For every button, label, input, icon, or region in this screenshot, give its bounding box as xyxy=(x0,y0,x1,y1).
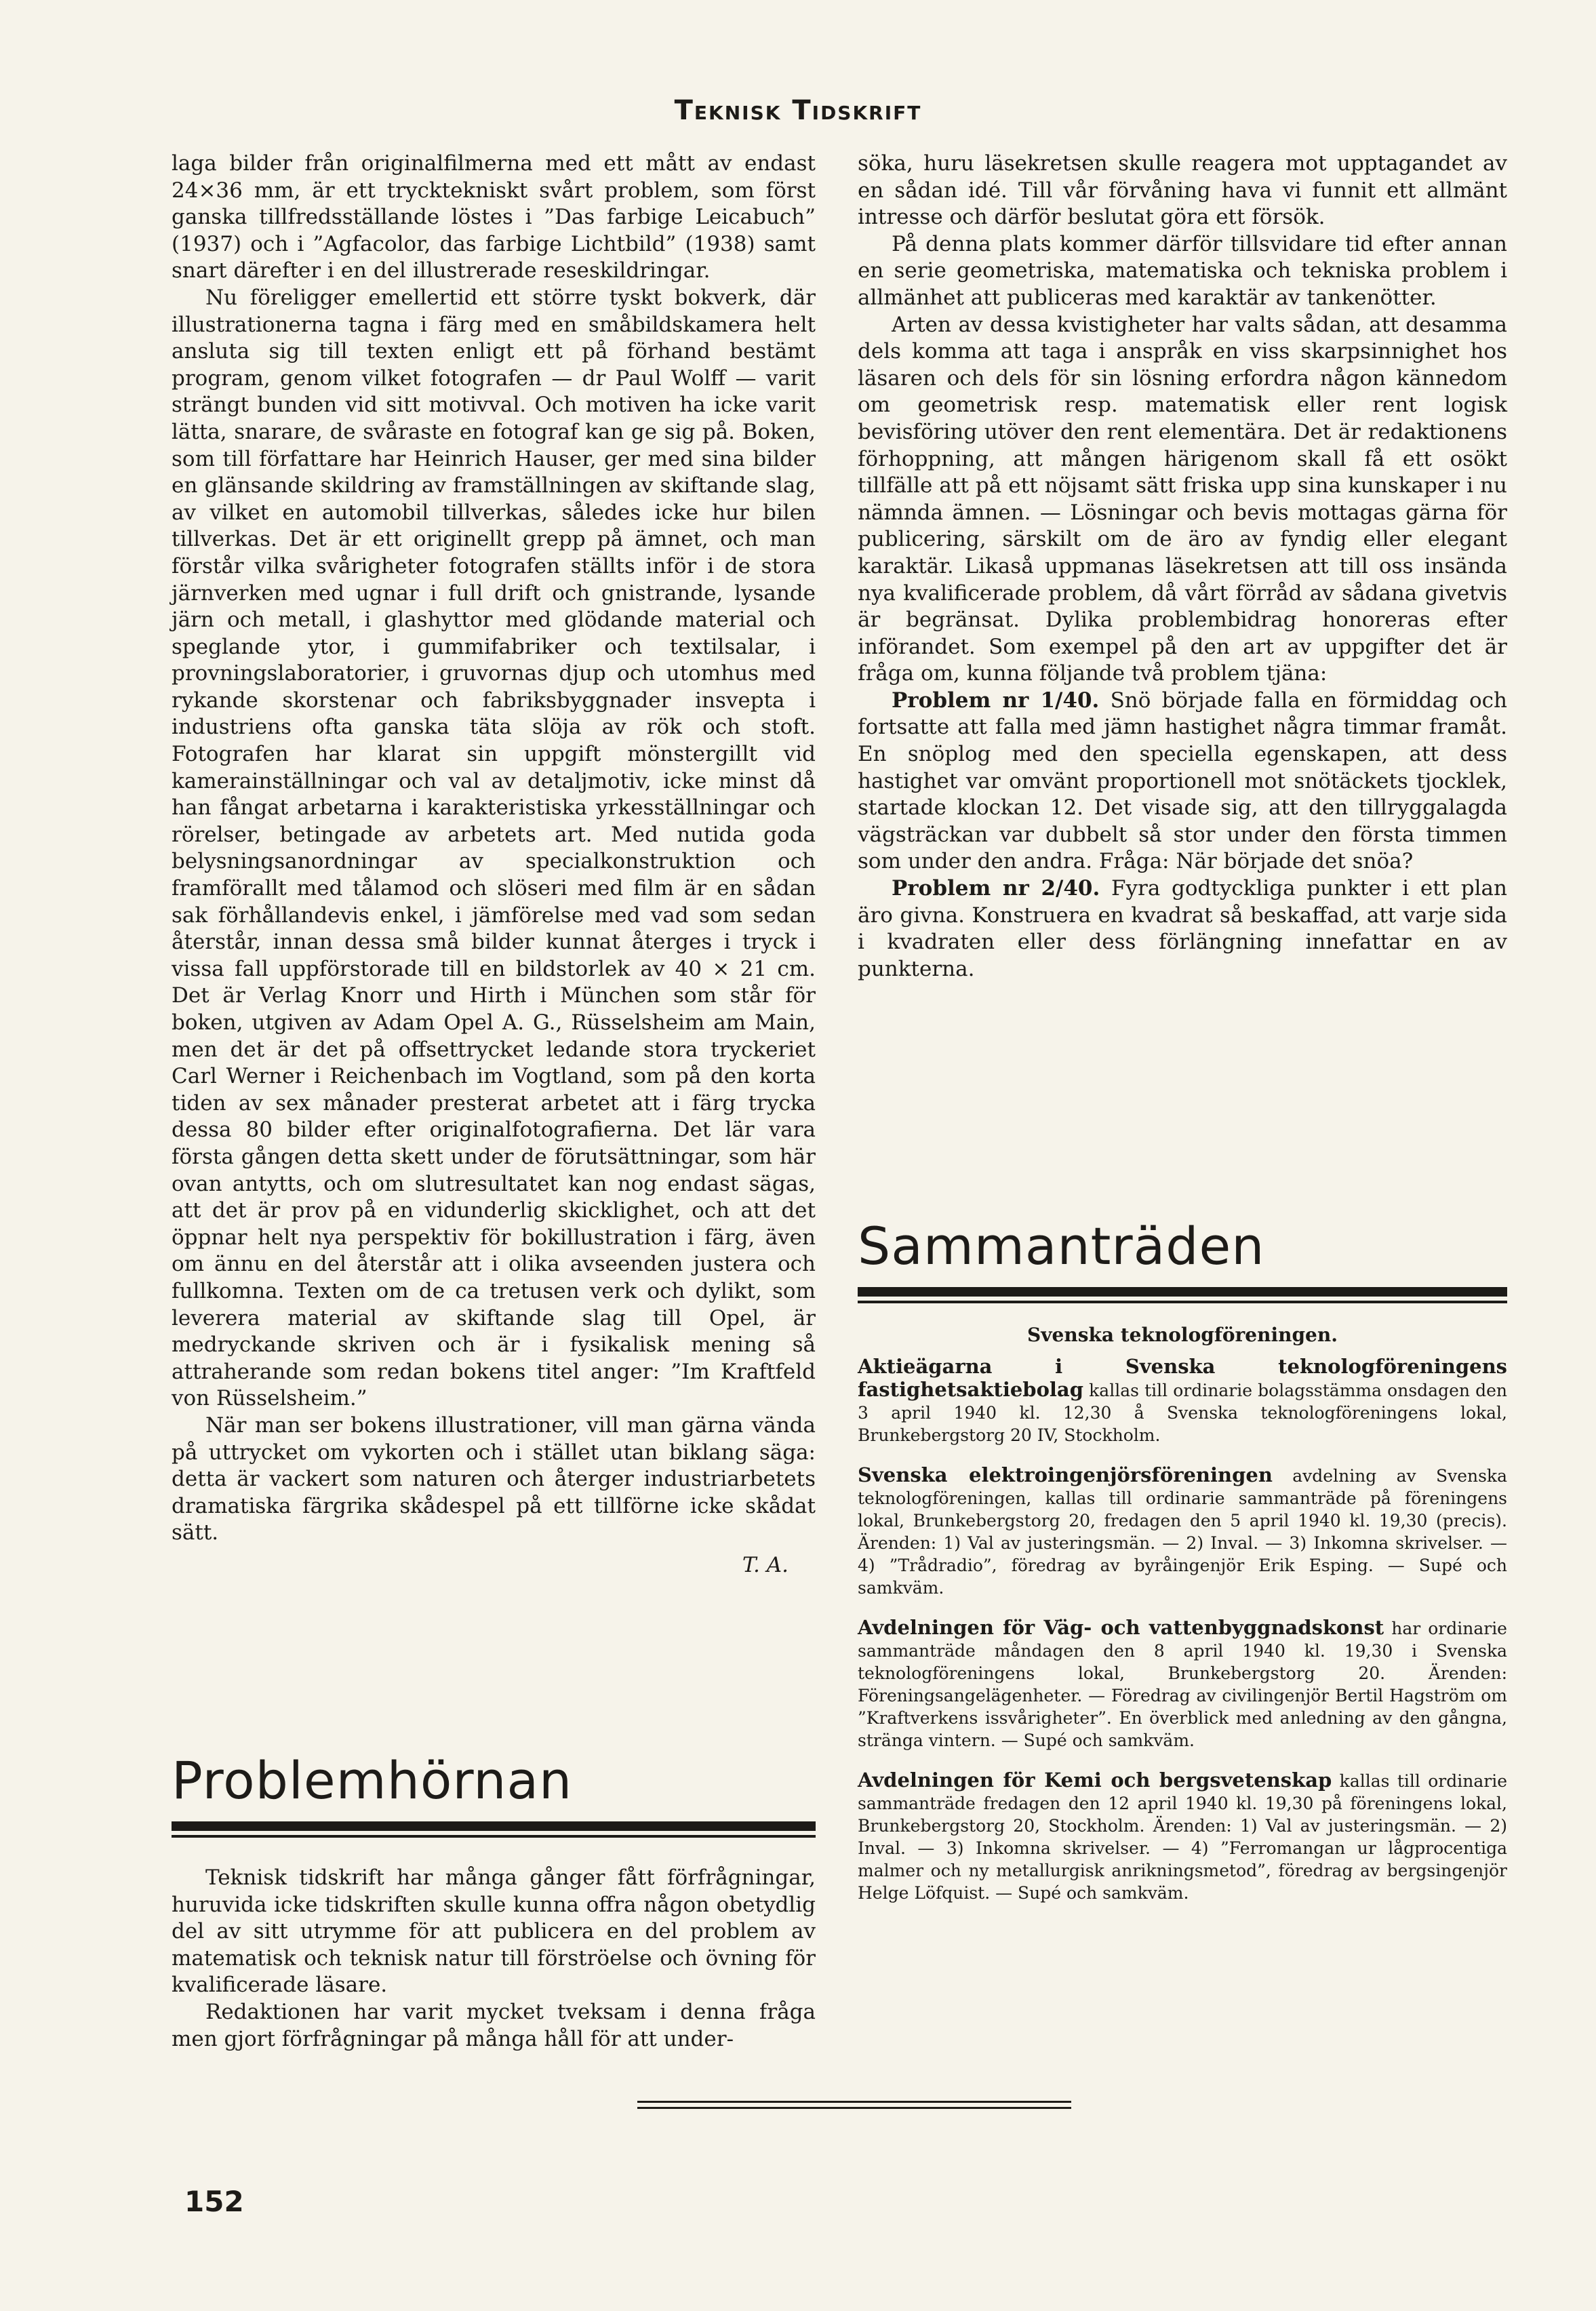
notice-lead: Avdelningen för Kemi och bergsvetenskap xyxy=(858,1769,1332,1792)
problem-label: Problem nr 1/40. xyxy=(892,688,1100,713)
notice-text: avdelning av Svenska teknologföreningen, kallas till ordinarie sammanträde på föreningens lokal, Brunkebergstorg 20, fredagen den 5 april 1940 kl. 19,30 (precis). Ärenden: 1) Val av justeringsmän. — 2) Inval. — 3) Inkomna skrivelser. — 4) ”Trådradio”, föredrag av byråingenjör Erik Esping. — Supé och samkväm. xyxy=(858,1466,1507,1598)
meetings-section xyxy=(858,1216,1508,1922)
problem-item xyxy=(858,875,1507,983)
meeting-notice xyxy=(858,1769,1507,1904)
section-rule xyxy=(858,1287,1507,1297)
problem-section xyxy=(172,1750,816,2053)
article-paragraph: Nu föreligger emellertid ett större tyskt bokverk, där illustrationerna tagna i färg med en småbildskamera helt ansluta sig till texten enligt ett på förhand bestämt program, genom vilket fotografen — dr Paul Wolff — varit strängt bunden vid sitt motivval. Och motiven ha icke varit lätta, snarare, de svåraste en fotograf kan ge sig på. Boken, som till författare har Heinrich Hauser, ger med sina bilder en glänsande skildring av framställningen av skiftande slag, av vilket en automobil tillverkas, således icke hur bilen tillverkas. Det är ett originellt grepp på ämnet, och man förstår vilka svårigheter fotografen ställts inför i de stora järnverken med ugnar i full drift och gnistrande, lysande järn och metall, i glashyttor med glödande material och speglande ytor, i gummifabriker och textilsalar, i provningslaboratorier, i gruvornas djup och utomhus med rykande skorstenar och fabriksbyggnader insvepta i industriens ofta ganska täta slöja av rök och stoft. Fotografen har klarat sin uppgift mönstergillt vid kamerainställningar och val av detaljmotiv, icke minst då han fångat arbetarna i karakteristiska yrkesställningar och rörelser, betingade av arbetets art. Med nutida goda belysningsanordningar av specialkonstruktion och framförallt med tålamod och slöseri med film är en sådan sak förhållandevis enkel, i jämförelse med vad som sedan återstår, innan dessa små bilder kunnat återges i tryck i vissa fall uppförstorade till en bildstorlek av 40 × 21 cm. Det är Verlag Knorr und Hirth i München som står för boken, utgiven av Adam Opel A. G., Rüsselsheim am Main, men det är det på offsettrycket ledande stora tryckeriet Carl Werner i Reichenbach im Vogtland, som på den korta tiden av sex månader presterat arbetet att i färg trycka dessa 80 bilder efter originalfotografierna. Det lär vara första gången detta skett under de förutsättningar, som här ovan antytts, och om slutresultatet kan nog endast sägas, att det är prov på en vidunderlig skicklighet, och att det öppnar helt nya perspektiv för bokillustration i färg, även om ännu en del återstår att i olika avseenden justera och fullkomna. Texten om de ca tretusen verk och dylikt, som leverera material av skiftande slag till Opel, är medryckande skriven och är i fysikalisk mening så attraherande som redan bokens titel anger: ”Im Kraftfeld von Rüsselsheim.” xyxy=(172,285,816,1411)
notice-text: har ordinarie sammanträde måndagen den 8 april 1940 kl. 19,30 i Svenska teknologföreningens lokal, Brunkebergstorg 20. Ärenden: Föreningsangelägenheter. — Föredrag av civilingenjör Bertil Hagström om ”Kraftverkens issvårigheter”. En överblick med anledning av den gångna, stränga vintern. — Supé och samkväm. xyxy=(858,1619,1507,1750)
section-rule-thin xyxy=(858,1301,1507,1303)
notice-text: kallas till ordinarie sammanträde fredagen den 12 april 1940 kl. 19,30 på föreningens lokal, Brunkebergstorg 20, Stockholm. Ärenden: 1) Val av justeringsmän. — 2) Inval. — 3) Inkomna skrivelser. — 4) ”Ferromangan ur lågprocentiga malmer och ny metallurgisk anrikningsmetod”, föredrag av bergsingenjör Helge Löfquist. — Supé och samkväm. xyxy=(858,1771,1507,1903)
problem-text: Snö började falla en förmiddag och fortsatte att falla med jämn hastighet några timmar framåt. En snöplog med den speciella egenskapen, att dess hastighet var omvänt proportionell mot snötäckets tjocklek, startade klockan 12. Det visade sig, att den tillryggalagda vägsträckan var dubbelt så stor under den första timmen som under den andra. Fråga: När började det snöa? xyxy=(858,688,1508,874)
notice-lead: Avdelningen för Väg- och vattenbyggnadskonst xyxy=(858,1616,1384,1639)
problem-section-title: Problemhörnan xyxy=(172,1750,573,1811)
meetings-org: Svenska teknologföreningen. xyxy=(1027,1324,1338,1346)
article-paragraph: När man ser bokens illustrationer, vill man gärna vända på uttrycket om vykorten och i stället utan biklang säga: detta är vackert som naturen och återger industriarbetets dramatiska färgrika skådespel på ett tillförne icke skådat sätt. xyxy=(172,1413,816,1545)
article-paragraph: laga bilder från originalfilmerna med ett mått av endast 24×36 mm, är ett trycktekniskt svårt problem, som först ganska tillfredsställande löstes i ”Das farbige Leicabuch” (1937) och i ”Agfacolor, das farbige Lichtbild” (1938) samt snart därefter i en del illustrerade reseskildringar. xyxy=(172,151,816,283)
problem-paragraph: På denna plats kommer därför tillsvidare tid efter annan en serie geometriska, matematiska och tekniska problem i allmänhet att publiceras med karaktär av tankenötter. xyxy=(858,231,1507,310)
section-rule-thin xyxy=(172,1835,816,1838)
article-column xyxy=(172,151,816,1579)
problem-column xyxy=(858,151,1507,983)
meetings-section-title: Sammanträden xyxy=(858,1216,1265,1276)
article-signature: T. A. xyxy=(742,1552,789,1577)
problem-intro-paragraph: Teknisk tidskrift har många gånger fått förfrågningar, huruvida icke tidskriften skulle kunna offra någon obetydlig del av sitt utrymme för att publicera en del problem av matematisk och teknisk natur till förströelse och övning för kvalificerade läsare. xyxy=(172,1865,816,1998)
page-number: 152 xyxy=(184,2185,244,2218)
bottom-divider xyxy=(637,2101,1071,2113)
problem-paragraph: söka, huru läsekretsen skulle reagera mot upptagandet av en sådan idé. Till vår förvåning hava vi funnit ett allmänt intresse och därför beslutat göra ett försök. xyxy=(858,151,1507,230)
notice-lead: Svenska elektroingenjörsföreningen xyxy=(858,1463,1273,1486)
meeting-notice xyxy=(858,1356,1507,1446)
meeting-notice xyxy=(858,1617,1507,1752)
problem-text: Fyra godtyckliga punkter i ett plan äro givna. Konstruera en kvadrat så beskaffad, att varje sida i kvadraten eller dess förlängning innefattar en av punkterna. xyxy=(858,876,1508,981)
section-rule xyxy=(172,1821,816,1831)
problem-paragraph: Arten av dessa kvistigheter har valts sådan, att desamma dels komma att taga i anspråk en viss skarpsinnighet hos läsaren och dels för sin lösning erfordra någon kännedom om geometrisk resp. matematisk eller rent logisk bevisföring utöver den rent elementära. Det är redaktionens förhoppning, att mången härigenom skall få ett osökt tillfälle att på ett nöjsamt sätt friska upp sina kunskaper i nu nämnda ämnen. — Lösningar och bevis mottagas gärna för publicering, särskilt om de äro av fyndig eller elegant karaktär. Likaså uppmanas läsekretsen att till oss insända nya kvalificerade problem, då vårt förråd av sådana givetvis är begränsat. Dylika problembidrag honoreras efter införandet. Som exempel på den art av uppgifter det är fråga om, kunna följande två problem tjäna: xyxy=(858,312,1507,686)
problem-label: Problem nr 2/40. xyxy=(892,876,1100,901)
notice-text: kallas till ordinarie bolagsstämma onsdagen den 3 april 1940 kl. 12,30 å Svenska teknologföreningens lokal, Brunkebergstorg 20 IV, Stockholm. xyxy=(858,1381,1508,1445)
problem-item xyxy=(858,688,1507,875)
meeting-notice xyxy=(858,1464,1507,1599)
problem-intro-paragraph: Redaktionen har varit mycket tveksam i denna fråga men gjort förfrågningar på många håll för att under- xyxy=(172,1999,816,2051)
notice-lead: Aktieägarna i Svenska teknologföreningens fastighetsaktiebolag xyxy=(858,1355,1507,1401)
journal-header: Teknisk Tidskrift xyxy=(674,95,922,126)
